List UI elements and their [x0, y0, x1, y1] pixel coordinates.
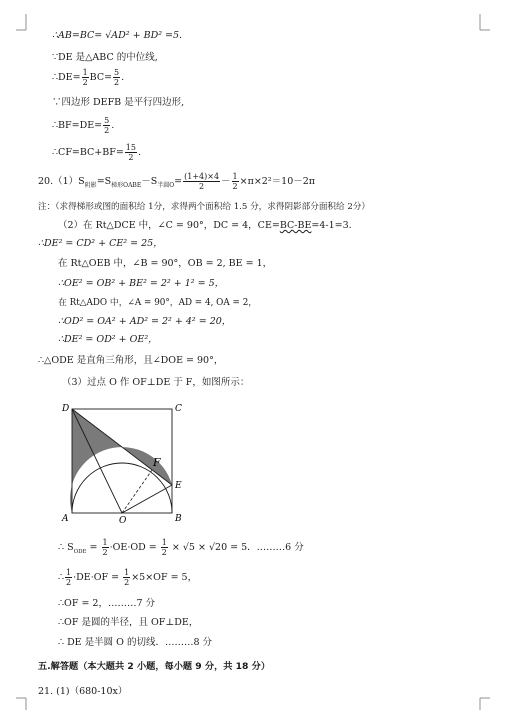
frac-den: 2 [66, 578, 72, 587]
frac-num: 1 [124, 568, 130, 577]
subscript: ODE [73, 548, 87, 555]
text-segment: . [137, 147, 142, 158]
text-segment: . [121, 72, 125, 83]
line-de-sum: ∴DE² = OD² + OE²， [58, 334, 158, 345]
text-segment: ∴DE= [52, 72, 81, 83]
text-segment: ·DE·OF = [73, 572, 123, 583]
frac-num: 5 [104, 116, 110, 125]
text-segment: （2）在 Rt△DCE 中，∠C = 90°，DC = 4，CE= [58, 220, 280, 231]
section-heading: 五.解答题（本大题共 2 小题，每小题 9 分，共 18 分） [38, 661, 271, 672]
label-e: E [175, 481, 182, 491]
subscript: 半圆O [157, 181, 175, 189]
text-segment: 20.（1）S [38, 176, 85, 187]
fraction-fifteen-half [125, 143, 137, 162]
frac-num: (1+4)×4 [184, 172, 220, 181]
line-tangent: ∴ DE 是半圆 O 的切线．………8 分 [58, 637, 213, 648]
label-a: A [62, 514, 69, 524]
text-segment: BC-BE [279, 220, 312, 231]
fraction-trapezoid [183, 172, 220, 191]
text-segment: ∴BF=DE= [52, 120, 103, 131]
frac-den: 2 [102, 548, 108, 557]
text-segment: ×π×2²＝10－2π [239, 176, 316, 187]
line-rt-ado: 在 Rt△ADO 中，∠A = 90°，AD = 4, OA = 2， [58, 298, 258, 308]
line-parallelogram: ∵四边形 DEFB 是平行四边形, [52, 97, 185, 108]
line-area-ode [58, 538, 304, 558]
frac-num: 1 [161, 538, 167, 547]
text-segment: = [174, 176, 183, 187]
line-q20-area [38, 172, 315, 192]
geometry-figure [60, 400, 190, 525]
text-segment: BC= [89, 72, 113, 83]
text-segment: =4-1=3. [311, 220, 352, 231]
line-midline: ∵DE 是△ABC 的中位线, [52, 52, 158, 63]
frac-num: 15 [125, 143, 136, 152]
fraction-half [82, 68, 89, 87]
line-scoring-note: 注：（求得梯形或图的面积给 1分，求得两个面积给 1.5 分，求得阴影部分面积给 2分） [38, 202, 371, 212]
frac-den: 2 [128, 153, 134, 162]
label-b: B [175, 514, 182, 524]
fraction-half [232, 172, 239, 191]
frac-den: 2 [124, 578, 130, 587]
line-part3: （3）过点 O 作 OF⊥DE 于 F，如图所示： [62, 377, 250, 388]
text-segment: × √5 × √20 = 5．………6 分 [168, 542, 304, 553]
line-of-equation [58, 568, 197, 587]
line-de-value [52, 68, 124, 87]
text-segment: ·OE·OD = [109, 542, 160, 553]
line-bf-value [52, 116, 114, 135]
fraction-half [102, 538, 109, 557]
fraction-half [161, 538, 168, 557]
line-right-triangle: ∴△ODE 是直角三角形，且∠DOE = 90°， [38, 355, 224, 366]
line-od-squared: ∴OD² = OA² + AD² = 2² + 4² = 20， [58, 316, 232, 327]
text-segment: = [86, 542, 101, 553]
frac-den: 2 [104, 126, 110, 135]
fraction-five-half [103, 116, 110, 135]
frac-num: 1 [232, 172, 238, 181]
line-rt-dce [58, 220, 352, 232]
frac-den: 2 [114, 78, 120, 87]
fraction-half [123, 568, 130, 587]
text-segment: =S [96, 176, 112, 187]
label-f: F [153, 456, 161, 469]
text-segment: ∴ [58, 572, 65, 583]
frac-num: 1 [82, 68, 88, 77]
frac-den: 2 [199, 182, 205, 191]
line-of-value: ∴OF = 2，………7 分 [58, 598, 156, 609]
fraction-five-half [113, 68, 120, 87]
frac-num: 1 [66, 568, 72, 577]
line-de-squared: ∴DE² = CD² + CE² = 25， [38, 238, 163, 249]
label-d: D [62, 404, 70, 414]
frac-den: 2 [82, 78, 88, 87]
line-q21: 21. (1)（680-10x） [38, 686, 128, 697]
frac-den: 2 [232, 182, 238, 191]
line-ab-bc: ∴AB=BC= √AD² + BD² =5. [52, 30, 183, 41]
text-segment: － [221, 176, 231, 187]
text-segment: ×5×OF = 5， [131, 572, 198, 583]
subscript: 阴影 [84, 181, 97, 189]
frac-den: 2 [161, 548, 167, 557]
text-segment: －S [141, 176, 158, 187]
subscript: 梯形OABE [111, 181, 142, 189]
text-segment: ∴ S [58, 542, 74, 553]
frac-num: 5 [114, 68, 120, 77]
label-o: O [119, 516, 127, 525]
line-rt-oeb: 在 Rt△OEB 中，∠B = 90°，OB = 2, BE = 1， [58, 258, 273, 269]
fraction-half [65, 568, 72, 587]
text-segment: . [111, 120, 115, 131]
frac-num: 1 [102, 538, 108, 547]
line-oe-squared: ∴OE² = OB² + BE² = 2² + 1² = 5， [58, 278, 225, 289]
text-segment: ∴CF=BC+BF= [52, 147, 124, 158]
line-radius: ∴OF 是圆的半径，且 OF⊥DE， [58, 617, 199, 628]
label-c: C [175, 404, 182, 414]
line-cf-value [52, 143, 141, 162]
